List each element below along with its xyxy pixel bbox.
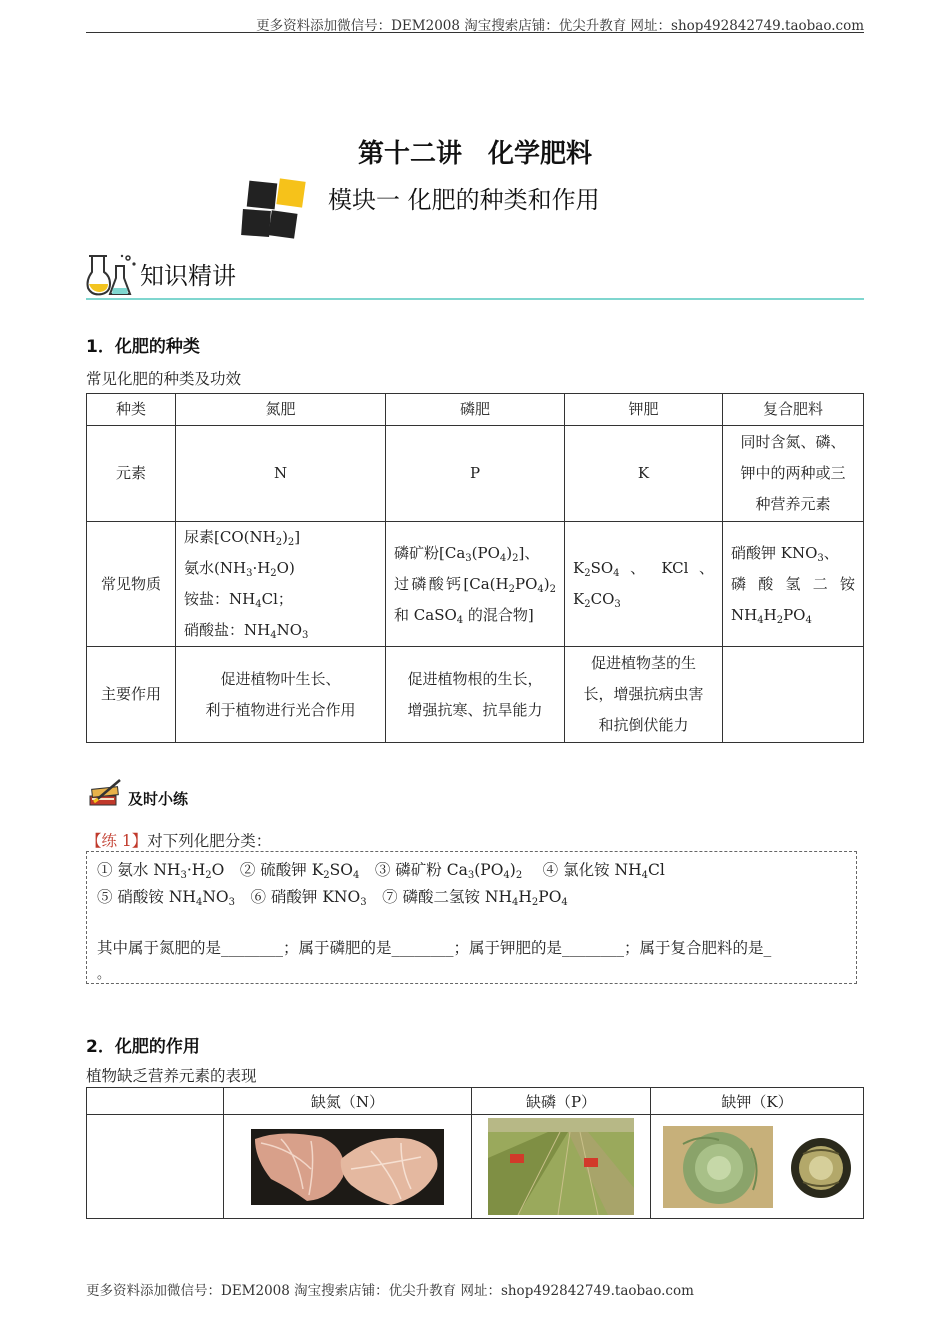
function-line: 增强抗寒、抗旱能力 xyxy=(407,700,543,719)
fertilizer-types-table xyxy=(86,393,864,743)
function-line: 长，增强抗病虫害 xyxy=(583,685,704,703)
section-title: 知识精讲 xyxy=(140,262,236,290)
element-nitrogen: N xyxy=(176,426,386,522)
header-type: 种类 xyxy=(87,394,176,426)
substance-nitrogen xyxy=(176,522,386,647)
page-header: 更多资料添加微信号：DEM2008 淘宝搜索店铺：优尖升教育 网址：shop492842749.taobao.com xyxy=(256,18,864,34)
substance-phosphorus xyxy=(386,522,565,647)
module-logo-icon xyxy=(240,178,310,240)
lecture-title: 第十二讲 化学肥料 xyxy=(357,139,592,169)
element-compound xyxy=(723,426,864,522)
function-compound xyxy=(723,647,864,743)
element-compound-line: 种营养元素 xyxy=(755,495,831,513)
substance-map-name: 磷酸氢二铵 xyxy=(731,574,855,593)
row-substance-label: 常见物质 xyxy=(87,522,176,647)
deficiency-header-row xyxy=(87,1088,864,1115)
exercise-items-line2: ⑤ 硝酸铵 $NH_4NO_3$ ⑥ 硝酸钾 $KNO_3$ ⑦ 磷酸二氢铵 $NH_4H_2PO_4$ xyxy=(97,888,568,908)
substance-potassium-line2: $K_2CO_3$ xyxy=(573,590,621,610)
phosphorus-deficiency-cell xyxy=(472,1115,651,1219)
heading-fertilizer-effects: 2．化肥的作用 xyxy=(86,1037,200,1057)
substance-potassium-line1: $K_2SO_4$ 、 KCl 、 xyxy=(573,559,714,579)
header-potassium: 钾肥 xyxy=(565,394,723,426)
element-phosphorus: P xyxy=(386,426,565,522)
header-phosphorus-deficiency: 缺磷（P） xyxy=(472,1088,651,1115)
substance-mixture: 和 CaSO$_4$ 的混合物] xyxy=(394,605,534,626)
deficiency-header-blank xyxy=(87,1088,224,1115)
substance-ammonium-salt: 铵盐：$NH_4Cl$； xyxy=(184,590,293,610)
row-element-label: 元素 xyxy=(87,426,176,522)
function-line: 促进植物茎的生 xyxy=(590,654,696,672)
exercise-answer-blanks[interactable]: 其中属于氮肥的是________；属于磷肥的是________；属于钾肥的是________；属于复合肥料的是_ xyxy=(97,939,772,957)
substance-ammonia-water: 氨水$(NH_3\cdot H_2O)$ xyxy=(184,559,295,579)
header-nitrogen-deficiency: 缺氮（N） xyxy=(224,1088,472,1115)
function-nitrogen xyxy=(176,647,386,743)
row-substance xyxy=(87,522,864,647)
lab-flask-icon xyxy=(84,250,140,298)
element-compound-line: 同时含氮、磷、 xyxy=(740,433,846,451)
header-phosphorus: 磷肥 xyxy=(386,394,565,426)
substance-superphosphate: 过磷酸钙[$Ca(H_2PO_4)_2$ xyxy=(394,574,556,595)
exercise-answer-tail: 。 xyxy=(97,967,111,982)
row-function xyxy=(87,647,864,743)
table-caption-types: 常见化肥的种类及功效 xyxy=(86,370,242,388)
potassium-deficiency-cabbage-image xyxy=(661,1124,853,1210)
row-element xyxy=(87,426,864,522)
substance-urea: 尿素$[CO(NH_2)_2]$ xyxy=(184,528,301,548)
substance-potassium-nitrate: 硝酸钾 $KNO_3$、 xyxy=(731,543,839,564)
header-potassium-deficiency: 缺钾（K） xyxy=(651,1088,864,1115)
function-line: 利于植物进行光合作用 xyxy=(205,700,356,719)
substance-nitrate: 硝酸盐：$NH_4NO_3$ xyxy=(184,621,309,641)
table-caption-effects: 植物缺乏营养元素的表现 xyxy=(86,1067,257,1085)
header-nitrogen: 氮肥 xyxy=(176,394,386,426)
function-line: 促进植物叶生长、 xyxy=(220,669,341,688)
module-title: 模块一 化肥的种类和作用 xyxy=(328,186,600,214)
substance-phosphate-rock: 磷矿粉$[Ca_3(PO_4)_2]$、 xyxy=(394,543,540,564)
pencil-book-icon xyxy=(88,778,122,808)
heading-fertilizer-types: 1．化肥的种类 xyxy=(86,337,200,357)
function-line: 和抗倒伏能力 xyxy=(598,716,689,734)
exercise-1-label xyxy=(86,829,271,851)
substance-compound xyxy=(723,522,864,647)
header-divider xyxy=(86,32,864,33)
deficiency-row-label xyxy=(87,1115,224,1219)
potassium-deficiency-cell xyxy=(651,1115,864,1219)
function-line: 促进植物根的生长， xyxy=(407,669,543,688)
nitrogen-deficiency-cell xyxy=(224,1115,472,1219)
nitrogen-deficiency-leaves-image xyxy=(251,1129,444,1205)
element-potassium: K xyxy=(565,426,723,522)
section-divider xyxy=(86,298,864,300)
substance-map-formula: $NH_4H_2PO_4$ xyxy=(731,605,812,626)
phosphorus-deficiency-field-image xyxy=(488,1118,634,1215)
practice-title: 及时小练 xyxy=(128,790,189,808)
deficiency-image-row xyxy=(87,1115,864,1219)
page-footer: 更多资料添加微信号：DEM2008 淘宝搜索店铺：优尖升教育 网址：shop492842749.taobao.com xyxy=(86,1283,694,1299)
function-phosphorus xyxy=(386,647,565,743)
exercise-items-line1: ① 氨水 $NH_3\cdot H_2O$ ② 硫酸钾 $K_2SO_4$ ③ 磷矿粉 $Ca_3(PO_4)_2$ ④ 氯化铵 $NH_4Cl$ xyxy=(97,861,665,881)
exercise-question: 对下列化肥分类： xyxy=(147,832,272,850)
table-header-row xyxy=(87,394,864,426)
substance-potassium xyxy=(565,522,723,647)
header-compound: 复合肥料 xyxy=(723,394,864,426)
element-compound-line: 钾中的两种或三 xyxy=(740,464,846,482)
exercise-tag: 【练 1】 xyxy=(86,832,148,850)
row-function-label: 主要作用 xyxy=(87,647,176,743)
function-potassium xyxy=(565,647,723,743)
deficiency-table xyxy=(86,1087,864,1219)
